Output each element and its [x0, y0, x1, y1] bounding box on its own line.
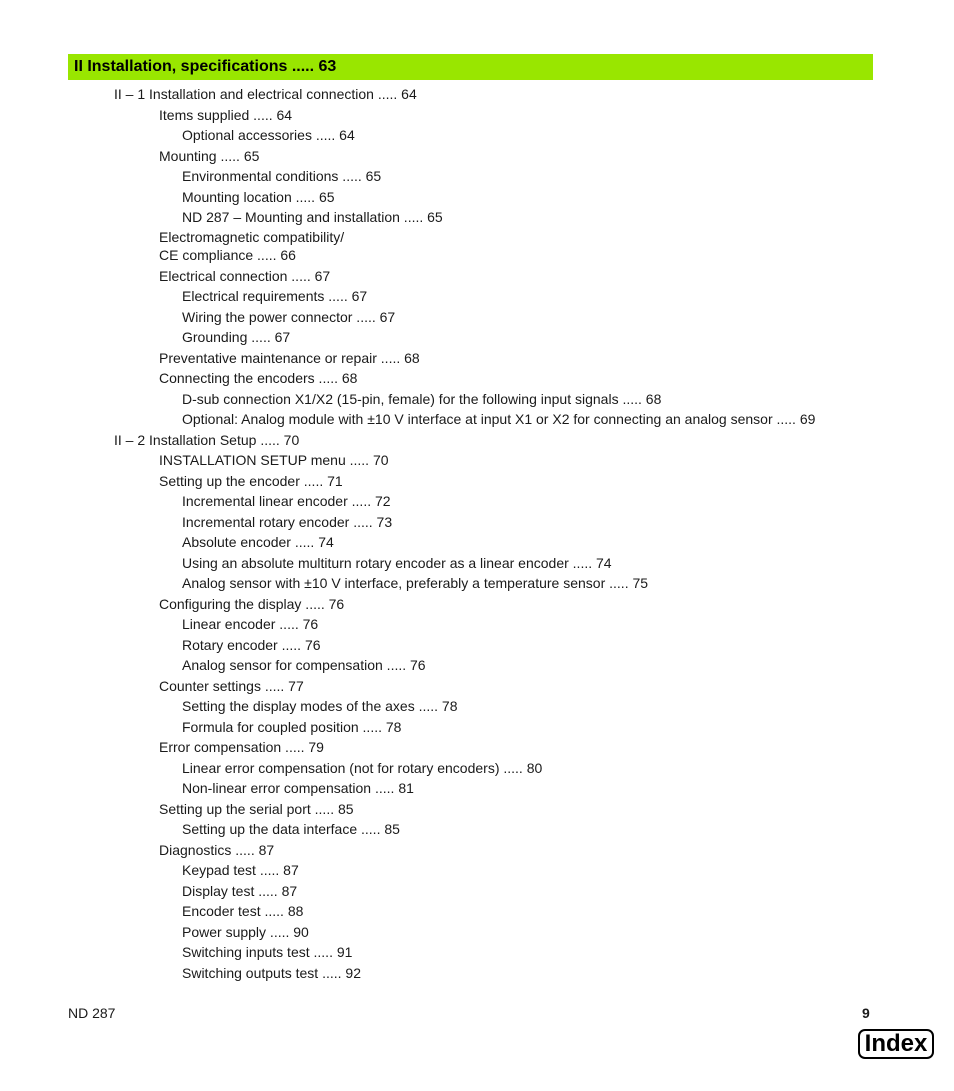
toc-entry[interactable]: Items supplied ..... 64 [159, 106, 293, 123]
toc-entry[interactable]: Optional: Analog module with ±10 V interface at input X1 or X2 for connecting an analog sensor ..... 69 [182, 411, 816, 427]
toc-entry-line: CE compliance ..... 66 [159, 246, 296, 263]
toc-entry[interactable]: Analog sensor with ±10 V interface, preferably a temperature sensor ..... 75 [182, 575, 649, 591]
toc-entry[interactable]: ND 287 – Mounting and installation ..... 65 [182, 209, 443, 225]
toc-entry[interactable]: Optional accessories ..... 64 [182, 127, 355, 143]
toc-entry[interactable]: D-sub connection X1/X2 (15-pin, female) for the following input signals ..... 68 [182, 390, 662, 407]
toc-entry[interactable]: II – 1 Installation and electrical connection ..... 64 [114, 86, 417, 102]
toc-entry[interactable]: Diagnostics ..... 87 [159, 841, 275, 858]
toc-entry[interactable]: Electrical connection ..... 67 [159, 267, 331, 284]
toc-entry[interactable]: Rotary encoder ..... 76 [182, 636, 321, 653]
toc-entry[interactable]: INSTALLATION SETUP menu ..... 70 [159, 452, 389, 468]
footer-product-name: ND 287 [68, 1005, 116, 1021]
toc-entry[interactable]: Configuring the display ..... 76 [159, 595, 345, 612]
table-of-contents [0, 84, 954, 983]
toc-entry[interactable]: Electrical requirements ..... 67 [182, 288, 368, 304]
page-number: 9 [862, 1005, 870, 1021]
toc-entry[interactable]: Using an absolute multiturn rotary encoder as a linear encoder ..... 74 [182, 554, 612, 571]
toc-entry[interactable]: Connecting the encoders ..... 68 [159, 370, 358, 386]
toc-entry[interactable]: Setting the display modes of the axes ..... 78 [182, 698, 458, 714]
toc-entry[interactable]: Power supply ..... 90 [182, 923, 309, 940]
toc-entry[interactable]: Switching inputs test ..... 91 [182, 944, 353, 960]
toc-entry[interactable]: Linear error compensation (not for rotary encoders) ..... 80 [182, 759, 543, 776]
toc-entry[interactable] [0, 228, 954, 266]
toc-entry[interactable]: Setting up the data interface ..... 85 [182, 821, 400, 837]
toc-entry[interactable]: Mounting location ..... 65 [182, 188, 335, 205]
toc-entry[interactable]: Incremental rotary encoder ..... 73 [182, 513, 393, 530]
toc-entry[interactable]: Setting up the encoder ..... 71 [159, 472, 343, 489]
toc-entry[interactable]: Counter settings ..... 77 [159, 677, 304, 694]
index-tab-button[interactable]: Index [858, 1029, 934, 1059]
toc-entry[interactable]: Absolute encoder ..... 74 [182, 534, 334, 550]
toc-entry[interactable]: Formula for coupled position ..... 78 [182, 718, 402, 735]
toc-entry[interactable]: Linear encoder ..... 76 [182, 616, 319, 632]
toc-entry[interactable]: Setting up the serial port ..... 85 [159, 800, 354, 817]
toc-entry[interactable]: Switching outputs test ..... 92 [182, 964, 361, 981]
chapter-heading: II Installation, specifications ..... 63 [68, 54, 873, 80]
toc-entry-line: Electromagnetic compatibility/ [159, 228, 345, 245]
toc-entry[interactable]: Non-linear error compensation ..... 81 [182, 780, 414, 796]
toc-entry[interactable]: Wiring the power connector ..... 67 [182, 308, 396, 325]
toc-entry[interactable]: Preventative maintenance or repair ..... 68 [159, 349, 420, 366]
toc-entry[interactable]: Analog sensor for compensation ..... 76 [182, 657, 426, 673]
toc-entry[interactable]: Error compensation ..... 79 [159, 739, 324, 755]
toc-entry[interactable]: Environmental conditions ..... 65 [182, 168, 382, 184]
toc-entry[interactable]: Grounding ..... 67 [182, 329, 291, 345]
toc-entry[interactable]: Incremental linear encoder ..... 72 [182, 493, 391, 509]
toc-entry[interactable]: II – 2 Installation Setup ..... 70 [114, 431, 300, 448]
toc-entry[interactable]: Encoder test ..... 88 [182, 903, 304, 919]
toc-entry[interactable]: Mounting ..... 65 [159, 147, 260, 164]
toc-entry[interactable]: Display test ..... 87 [182, 882, 298, 899]
toc-entry[interactable]: Keypad test ..... 87 [182, 862, 299, 878]
